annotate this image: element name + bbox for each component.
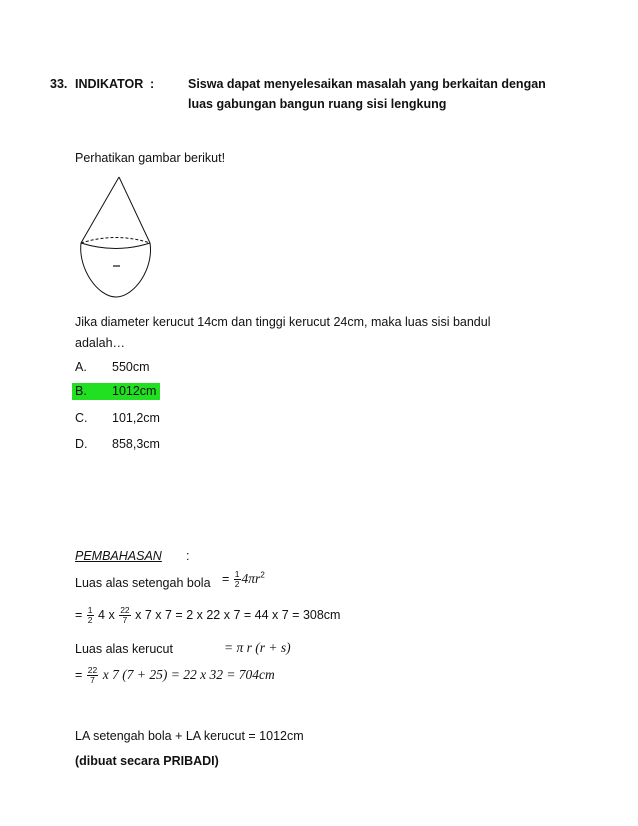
- line2-formula: = $\frac{1}{2}$ 4 x $\frac{22}{7}$ x 7 x 7 = 2 x 22 x 7 = 44 x 7 = 308cm: [75, 605, 341, 625]
- option-c-text: 101,2cm: [112, 411, 160, 425]
- line1-label: Luas alas setengah bola: [75, 576, 211, 590]
- line4-fraction: $\frac{22}{7}$: [87, 665, 98, 685]
- indicator-colon: :: [150, 77, 155, 91]
- discussion-colon: :: [186, 549, 190, 563]
- line3-label: Luas alas kerucut: [75, 642, 173, 656]
- indicator-line-1: Siswa dapat menyelesaikan masalah yang berkaitan dengan: [188, 77, 546, 91]
- line2-fraction-1: $\frac{1}{2}$: [87, 605, 93, 625]
- pendulum-figure: [76, 174, 156, 302]
- prompt-text: Perhatikan gambar berikut!: [75, 151, 226, 165]
- indicator-label: INDIKATOR: [75, 77, 144, 91]
- line1-fraction: $\frac{1}{2}$: [234, 569, 240, 589]
- option-c-letter: C.: [75, 411, 88, 425]
- option-b-text: 1012cm: [112, 384, 157, 398]
- line3-formula: = π r (r + s): [224, 640, 291, 655]
- stem-line-2: adalah…: [75, 336, 126, 350]
- option-a-text: 550cm: [112, 360, 150, 374]
- option-a-letter: A.: [75, 360, 87, 374]
- option-b-letter: B.: [75, 384, 87, 398]
- line1-formula: = $\frac{1}{2}$ $4\pi r^2$: [222, 569, 265, 589]
- stem-line-1: Jika diameter kerucut 14cm dan tinggi kerucut 24cm, maka luas sisi bandul: [75, 315, 491, 329]
- line2-fraction-2: $\frac{22}{7}$: [120, 605, 130, 625]
- credit-line: (dibuat secara PRIBADI): [75, 754, 219, 768]
- option-d-text: 858,3cm: [112, 437, 160, 451]
- question-number: 33.: [50, 77, 68, 91]
- line4-formula: = $\frac{22}{7}$ x 7 (7 + 25) = 22 x 32 = 704cm: [75, 665, 275, 685]
- option-d-letter: D.: [75, 437, 88, 451]
- indicator-line-2: luas gabungan bangun ruang sisi lengkung: [188, 97, 447, 111]
- summary-line: LA setengah bola + LA kerucut = 1012cm: [75, 729, 304, 743]
- discussion-heading: PEMBAHASAN: [75, 549, 162, 563]
